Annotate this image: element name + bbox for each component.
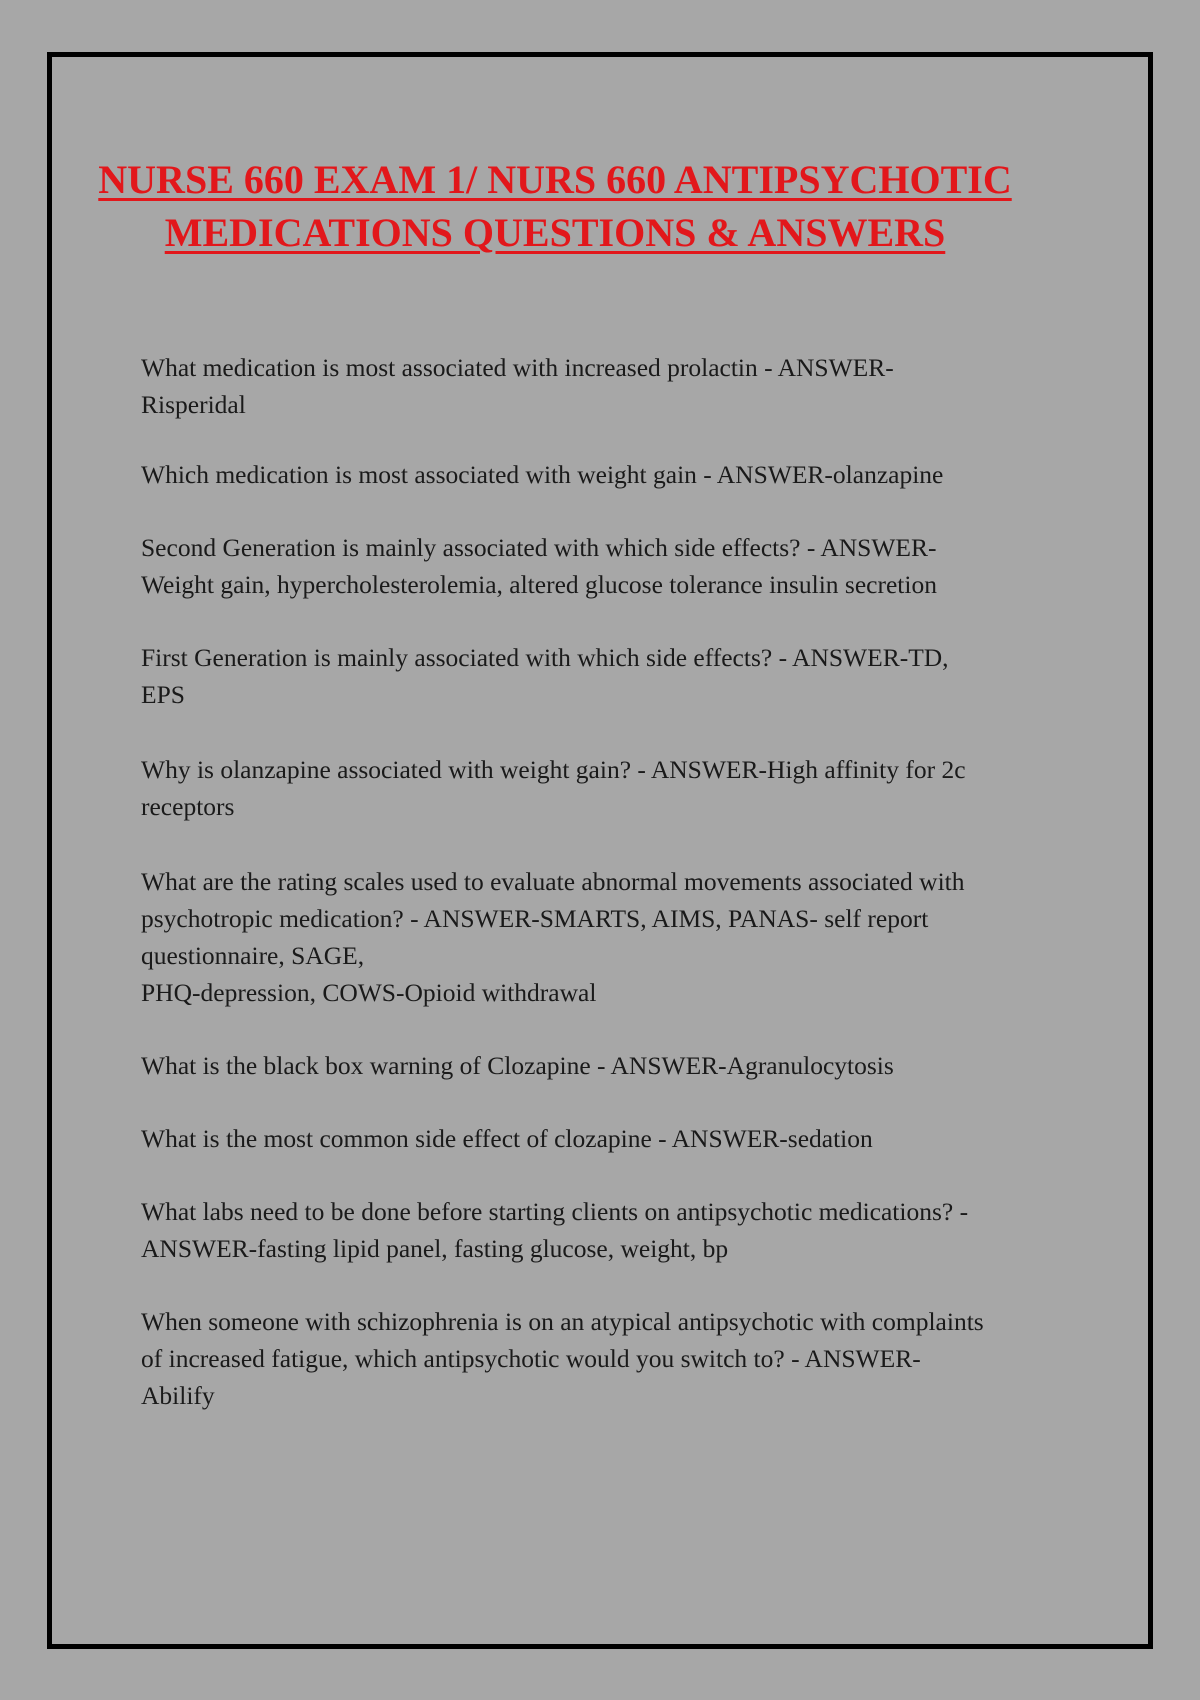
document-title-line-1: NURSE 660 EXAM 1/ NURS 660 ANTIPSYCHOTIC	[98, 157, 1012, 202]
qa-item-3: Second Generation is mainly associated with which side effects? - ANSWER- Weight gain, hypercholesterolemia, altered glucose tolerance insulin secretion	[141, 533, 937, 599]
qa-item-6: What are the rating scales used to evaluate abnormal movements associated with psychotropic medication? - ANSWER-SMARTS, AIMS, PANAS- self report questionnaire, SAGE, PHQ-depression, COWS-Opioid withdrawal	[141, 867, 965, 1007]
document-title	[90, 153, 1020, 259]
qa-item-1: What medication is most associated with increased prolactin - ANSWER- Risperidal	[141, 353, 894, 419]
qa-item-10: When someone with schizophrenia is on an atypical antipsychotic with complaints of increased fatigue, which antipsychotic would you switch to? - ANSWER- Abilify	[141, 1307, 984, 1410]
document-title-line-2: MEDICATIONS QUESTIONS & ANSWERS	[164, 210, 946, 255]
qa-item-7: What is the black box warning of Clozapine - ANSWER-Agranulocytosis	[141, 1051, 894, 1080]
qa-item-8: What is the most common side effect of clozapine - ANSWER-sedation	[141, 1124, 873, 1153]
qa-item-2: Which medication is most associated with weight gain - ANSWER-olanzapine	[141, 460, 944, 489]
qa-list	[141, 349, 1071, 1414]
qa-item-4: First Generation is mainly associated with which side effects? - ANSWER-TD, EPS	[141, 643, 949, 709]
qa-item-5: Why is olanzapine associated with weight gain? - ANSWER-High affinity for 2c receptors	[141, 755, 966, 821]
qa-item-9: What labs need to be done before starting clients on antipsychotic medications? - ANSWER-fasting lipid panel, fasting glucose, weight, bp	[141, 1197, 969, 1263]
